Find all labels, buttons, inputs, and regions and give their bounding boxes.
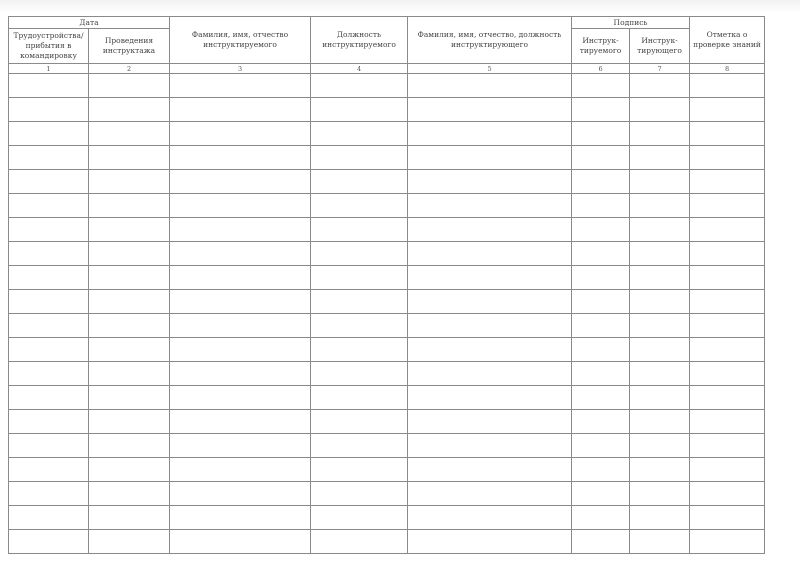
trainee-name-cell[interactable]	[170, 506, 311, 530]
instructor-signature-cell[interactable]	[630, 74, 690, 98]
employment-date-cell[interactable]	[9, 170, 89, 194]
trainee-name-cell[interactable]	[170, 170, 311, 194]
table-row	[9, 218, 765, 242]
table-row	[9, 434, 765, 458]
instructor-signature-cell[interactable]	[630, 458, 690, 482]
trainee-signature-cell[interactable]	[572, 170, 630, 194]
table-row	[9, 74, 765, 98]
employment-date-cell[interactable]	[9, 194, 89, 218]
knowledge-check-cell[interactable]	[690, 458, 765, 482]
briefing-date-cell[interactable]	[89, 122, 170, 146]
trainee-name-cell[interactable]	[170, 386, 311, 410]
trainee-signature-header: Инструк-тируемого	[572, 29, 630, 64]
employment-date-cell[interactable]	[9, 434, 89, 458]
employment-date-header: Трудоустройства/ прибытия в командировку	[9, 29, 89, 64]
employment-date-cell[interactable]	[9, 410, 89, 434]
instructor-signature-cell[interactable]	[630, 530, 690, 554]
table-body	[9, 74, 765, 554]
instructor-cell[interactable]	[408, 218, 572, 242]
instructor-cell[interactable]	[408, 338, 572, 362]
instructor-header: Фамилия, имя, отчество, должность инструктирующего	[408, 17, 572, 64]
table-row	[9, 98, 765, 122]
employment-date-cell[interactable]	[9, 74, 89, 98]
column-number: 1	[9, 64, 89, 74]
trainee-position-cell[interactable]	[311, 506, 408, 530]
scan-top-edge	[0, 0, 800, 14]
briefing-date-cell[interactable]	[89, 290, 170, 314]
instructor-signature-cell[interactable]	[630, 218, 690, 242]
trainee-position-cell[interactable]	[311, 194, 408, 218]
instructor-cell[interactable]	[408, 458, 572, 482]
instructor-signature-cell[interactable]	[630, 122, 690, 146]
instructor-cell[interactable]	[408, 434, 572, 458]
trainee-name-cell[interactable]	[170, 530, 311, 554]
trainee-position-cell[interactable]	[311, 170, 408, 194]
employment-date-cell[interactable]	[9, 242, 89, 266]
column-number: 6	[572, 64, 630, 74]
trainee-name-cell[interactable]	[170, 218, 311, 242]
table-row	[9, 338, 765, 362]
trainee-position-cell[interactable]	[311, 434, 408, 458]
instructor-cell[interactable]	[408, 290, 572, 314]
knowledge-check-cell[interactable]	[690, 386, 765, 410]
trainee-name-cell[interactable]	[170, 314, 311, 338]
trainee-name-cell[interactable]	[170, 146, 311, 170]
instructor-signature-cell[interactable]	[630, 386, 690, 410]
column-number: 3	[170, 64, 311, 74]
knowledge-check-cell[interactable]	[690, 242, 765, 266]
trainee-signature-cell[interactable]	[572, 146, 630, 170]
trainee-position-cell[interactable]	[311, 146, 408, 170]
table-row	[9, 482, 765, 506]
instructor-signature-cell[interactable]	[630, 194, 690, 218]
trainee-position-cell[interactable]	[311, 458, 408, 482]
column-number: 2	[89, 64, 170, 74]
knowledge-check-cell[interactable]	[690, 98, 765, 122]
briefing-date-cell[interactable]	[89, 146, 170, 170]
employment-date-cell[interactable]	[9, 122, 89, 146]
column-number: 5	[408, 64, 572, 74]
trainee-position-cell[interactable]	[311, 290, 408, 314]
employment-date-cell[interactable]	[9, 338, 89, 362]
employment-date-cell[interactable]	[9, 362, 89, 386]
instructor-signature-cell[interactable]	[630, 314, 690, 338]
table-row	[9, 290, 765, 314]
trainee-name-cell[interactable]	[170, 98, 311, 122]
trainee-signature-cell[interactable]	[572, 218, 630, 242]
knowledge-check-cell[interactable]	[690, 434, 765, 458]
trainee-name-cell[interactable]	[170, 122, 311, 146]
instructor-signature-cell[interactable]	[630, 362, 690, 386]
trainee-name-cell[interactable]	[170, 482, 311, 506]
column-numbers-row	[9, 64, 765, 74]
instructor-signature-cell[interactable]	[630, 506, 690, 530]
briefing-date-cell[interactable]	[89, 482, 170, 506]
table-row	[9, 194, 765, 218]
trainee-signature-cell[interactable]	[572, 194, 630, 218]
knowledge-check-cell[interactable]	[690, 146, 765, 170]
briefing-date-cell[interactable]	[89, 242, 170, 266]
table-row	[9, 170, 765, 194]
employment-date-cell[interactable]	[9, 482, 89, 506]
trainee-name-cell[interactable]	[170, 434, 311, 458]
trainee-signature-cell[interactable]	[572, 434, 630, 458]
trainee-signature-cell[interactable]	[572, 482, 630, 506]
instructor-signature-cell[interactable]	[630, 482, 690, 506]
instructor-cell[interactable]	[408, 146, 572, 170]
trainee-signature-cell[interactable]	[572, 338, 630, 362]
trainee-signature-cell[interactable]	[572, 122, 630, 146]
instructor-cell[interactable]	[408, 506, 572, 530]
trainee-position-cell[interactable]	[311, 98, 408, 122]
trainee-signature-cell[interactable]	[572, 266, 630, 290]
trainee-name-cell[interactable]	[170, 362, 311, 386]
employment-date-cell[interactable]	[9, 386, 89, 410]
instructor-cell[interactable]	[408, 482, 572, 506]
knowledge-check-cell[interactable]	[690, 170, 765, 194]
column-number: 8	[690, 64, 765, 74]
table-row	[9, 410, 765, 434]
trainee-position-cell[interactable]	[311, 266, 408, 290]
briefing-date-cell[interactable]	[89, 362, 170, 386]
trainee-position-cell[interactable]	[311, 314, 408, 338]
trainee-name-cell[interactable]	[170, 74, 311, 98]
trainee-signature-cell[interactable]	[572, 314, 630, 338]
column-number: 7	[630, 64, 690, 74]
trainee-name-cell[interactable]	[170, 410, 311, 434]
knowledge-check-cell[interactable]	[690, 194, 765, 218]
briefing-date-cell[interactable]	[89, 458, 170, 482]
trainee-name-header: Фамилия, имя, отчество инструктируемого	[170, 17, 311, 64]
knowledge-check-header: Отметка о проверке знаний	[690, 17, 765, 64]
trainee-signature-cell[interactable]	[572, 242, 630, 266]
briefing-date-cell[interactable]	[89, 218, 170, 242]
instructor-cell[interactable]	[408, 266, 572, 290]
trainee-signature-cell[interactable]	[572, 506, 630, 530]
employment-date-cell[interactable]	[9, 506, 89, 530]
instructor-signature-cell[interactable]	[630, 410, 690, 434]
instructor-cell[interactable]	[408, 362, 572, 386]
instructor-signature-cell[interactable]	[630, 434, 690, 458]
trainee-position-cell[interactable]	[311, 122, 408, 146]
knowledge-check-cell[interactable]	[690, 290, 765, 314]
trainee-position-cell[interactable]	[311, 482, 408, 506]
trainee-position-header: Должность инструктируемого	[311, 17, 408, 64]
instructor-cell[interactable]	[408, 242, 572, 266]
trainee-position-cell[interactable]	[311, 74, 408, 98]
knowledge-check-cell[interactable]	[690, 482, 765, 506]
trainee-signature-cell[interactable]	[572, 530, 630, 554]
instructor-signature-cell[interactable]	[630, 146, 690, 170]
instructor-cell[interactable]	[408, 74, 572, 98]
knowledge-check-cell[interactable]	[690, 122, 765, 146]
instructor-cell[interactable]	[408, 170, 572, 194]
employment-date-cell[interactable]	[9, 98, 89, 122]
date-group-header: Дата	[9, 17, 170, 29]
briefing-date-cell[interactable]	[89, 434, 170, 458]
briefing-date-cell[interactable]	[89, 530, 170, 554]
briefing-date-cell[interactable]	[89, 314, 170, 338]
table-row	[9, 266, 765, 290]
instructor-signature-cell[interactable]	[630, 338, 690, 362]
trainee-position-cell[interactable]	[311, 386, 408, 410]
trainee-signature-cell[interactable]	[572, 290, 630, 314]
briefing-date-cell[interactable]	[89, 194, 170, 218]
table-row	[9, 386, 765, 410]
trainee-signature-cell[interactable]	[572, 386, 630, 410]
briefing-date-cell[interactable]	[89, 410, 170, 434]
knowledge-check-cell[interactable]	[690, 338, 765, 362]
trainee-name-cell[interactable]	[170, 266, 311, 290]
instructor-signature-cell[interactable]	[630, 170, 690, 194]
table-row	[9, 146, 765, 170]
trainee-position-cell[interactable]	[311, 218, 408, 242]
knowledge-check-cell[interactable]	[690, 266, 765, 290]
instructor-cell[interactable]	[408, 122, 572, 146]
signature-group-header: Подпись	[572, 17, 690, 29]
trainee-position-cell[interactable]	[311, 530, 408, 554]
instructor-signature-cell[interactable]	[630, 290, 690, 314]
trainee-signature-cell[interactable]	[572, 98, 630, 122]
table-row	[9, 458, 765, 482]
knowledge-check-cell[interactable]	[690, 506, 765, 530]
briefing-date-cell[interactable]	[89, 338, 170, 362]
briefing-date-cell[interactable]	[89, 74, 170, 98]
knowledge-check-cell[interactable]	[690, 410, 765, 434]
briefing-journal-table	[8, 16, 765, 554]
trainee-name-cell[interactable]	[170, 194, 311, 218]
table-row	[9, 530, 765, 554]
briefing-date-cell[interactable]	[89, 386, 170, 410]
trainee-position-cell[interactable]	[311, 410, 408, 434]
table-header	[9, 17, 765, 74]
trainee-signature-cell[interactable]	[572, 74, 630, 98]
table-row	[9, 242, 765, 266]
instructor-signature-header: Инструк-тирующего	[630, 29, 690, 64]
employment-date-cell[interactable]	[9, 146, 89, 170]
employment-date-cell[interactable]	[9, 290, 89, 314]
table-row	[9, 122, 765, 146]
table-row	[9, 314, 765, 338]
trainee-signature-cell[interactable]	[572, 362, 630, 386]
table-row	[9, 362, 765, 386]
briefing-date-cell[interactable]	[89, 266, 170, 290]
instructor-cell[interactable]	[408, 314, 572, 338]
trainee-position-cell[interactable]	[311, 338, 408, 362]
briefing-date-header: Проведения инструктажа	[89, 29, 170, 64]
instructor-cell[interactable]	[408, 98, 572, 122]
briefing-date-cell[interactable]	[89, 506, 170, 530]
briefing-date-cell[interactable]	[89, 170, 170, 194]
trainee-name-cell[interactable]	[170, 338, 311, 362]
knowledge-check-cell[interactable]	[690, 530, 765, 554]
instructor-cell[interactable]	[408, 410, 572, 434]
knowledge-check-cell[interactable]	[690, 362, 765, 386]
trainee-position-cell[interactable]	[311, 242, 408, 266]
employment-date-cell[interactable]	[9, 218, 89, 242]
trainee-signature-cell[interactable]	[572, 410, 630, 434]
table-row	[9, 506, 765, 530]
instructor-signature-cell[interactable]	[630, 266, 690, 290]
instructor-cell[interactable]	[408, 386, 572, 410]
employment-date-cell[interactable]	[9, 314, 89, 338]
column-number: 4	[311, 64, 408, 74]
trainee-position-cell[interactable]	[311, 362, 408, 386]
instructor-cell[interactable]	[408, 530, 572, 554]
knowledge-check-cell[interactable]	[690, 74, 765, 98]
briefing-date-cell[interactable]	[89, 98, 170, 122]
employment-date-cell[interactable]	[9, 530, 89, 554]
knowledge-check-cell[interactable]	[690, 314, 765, 338]
trainee-signature-cell[interactable]	[572, 458, 630, 482]
instructor-signature-cell[interactable]	[630, 98, 690, 122]
employment-date-cell[interactable]	[9, 458, 89, 482]
employment-date-cell[interactable]	[9, 266, 89, 290]
knowledge-check-cell[interactable]	[690, 218, 765, 242]
trainee-name-cell[interactable]	[170, 242, 311, 266]
trainee-name-cell[interactable]	[170, 458, 311, 482]
instructor-cell[interactable]	[408, 194, 572, 218]
trainee-name-cell[interactable]	[170, 290, 311, 314]
instructor-signature-cell[interactable]	[630, 242, 690, 266]
